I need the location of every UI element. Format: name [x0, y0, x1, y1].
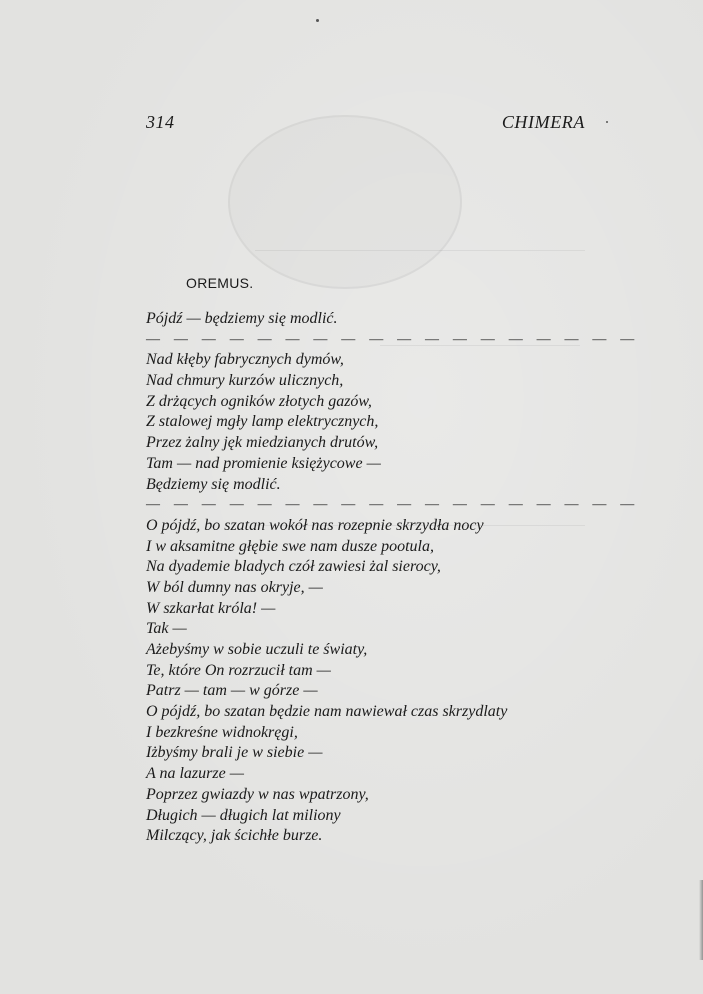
- poem-line: I bezkreśne widnokręgi,: [146, 723, 298, 741]
- poem-line: Nad kłęby fabrycznych dymów,: [146, 351, 344, 369]
- bleed-through-rule: [255, 250, 585, 251]
- ink-speck: [316, 19, 319, 22]
- poem-line: Patrz — tam — w górze —: [146, 682, 318, 700]
- dash-separator: — — — — — — — — — — — — — — — — — —: [146, 497, 640, 513]
- poem-line: Przez żalny jęk miedzianych drutów,: [146, 434, 379, 452]
- poem-title: OREMUS.: [186, 275, 254, 291]
- poem-line: O pójdź, bo szatan będzie nam nawiewał czas skrzydlaty: [146, 703, 508, 721]
- poem-line: I w aksamitne głębie swe nam dusze pootula,: [146, 537, 434, 555]
- poem-line: Pójdź — będziemy się modlić.: [146, 310, 338, 327]
- poem-line: Poprzez gwiazdy w nas wpatrzony,: [146, 785, 369, 803]
- poem-line: Ażebyśmy w sobie uczuli te światy,: [146, 641, 368, 658]
- poem-line: Z stalowej mgły lamp elektrycznych,: [146, 413, 379, 431]
- ink-speck: [606, 121, 608, 123]
- poem-body: [146, 309, 640, 847]
- poem-line: Tam — nad promienie księżycowe —: [146, 454, 381, 472]
- poem-line: Będziemy się modlić.: [146, 475, 281, 493]
- poem-line: Te, które On rozrzucił tam —: [146, 661, 331, 679]
- poem-line: Na dyademie bladych czół zawiesi żal sierocy,: [146, 558, 441, 576]
- poem-line: Tak —: [146, 620, 187, 638]
- page-edge-shadow: [699, 880, 703, 960]
- poem-line: W ból dumny nas okryje, —: [146, 578, 323, 596]
- poem-line: Milczący, jak ścichłe burze.: [146, 827, 323, 845]
- poem-line: W szkarłat króla! —: [146, 599, 276, 617]
- poem-line: Długich — długich lat miliony: [146, 806, 341, 824]
- poem-line: Z drżących ogników złotych gazów,: [146, 392, 372, 410]
- bleed-through-emblem: [228, 115, 462, 289]
- page-number: 314: [146, 112, 175, 132]
- poem-line: O pójdź, bo szatan wokół nas rozepnie skrzydła nocy: [146, 516, 484, 534]
- poem-line: A na lazurze —: [146, 765, 244, 783]
- poem-line: Nad chmury kurzów ulicznych,: [146, 372, 344, 390]
- dash-separator: — — — — — — — — — — — — — — — — — —: [146, 331, 640, 347]
- poem-line: Iżbyśmy brali je w siebie —: [146, 744, 323, 762]
- running-title: CHIMERA: [501, 112, 585, 132]
